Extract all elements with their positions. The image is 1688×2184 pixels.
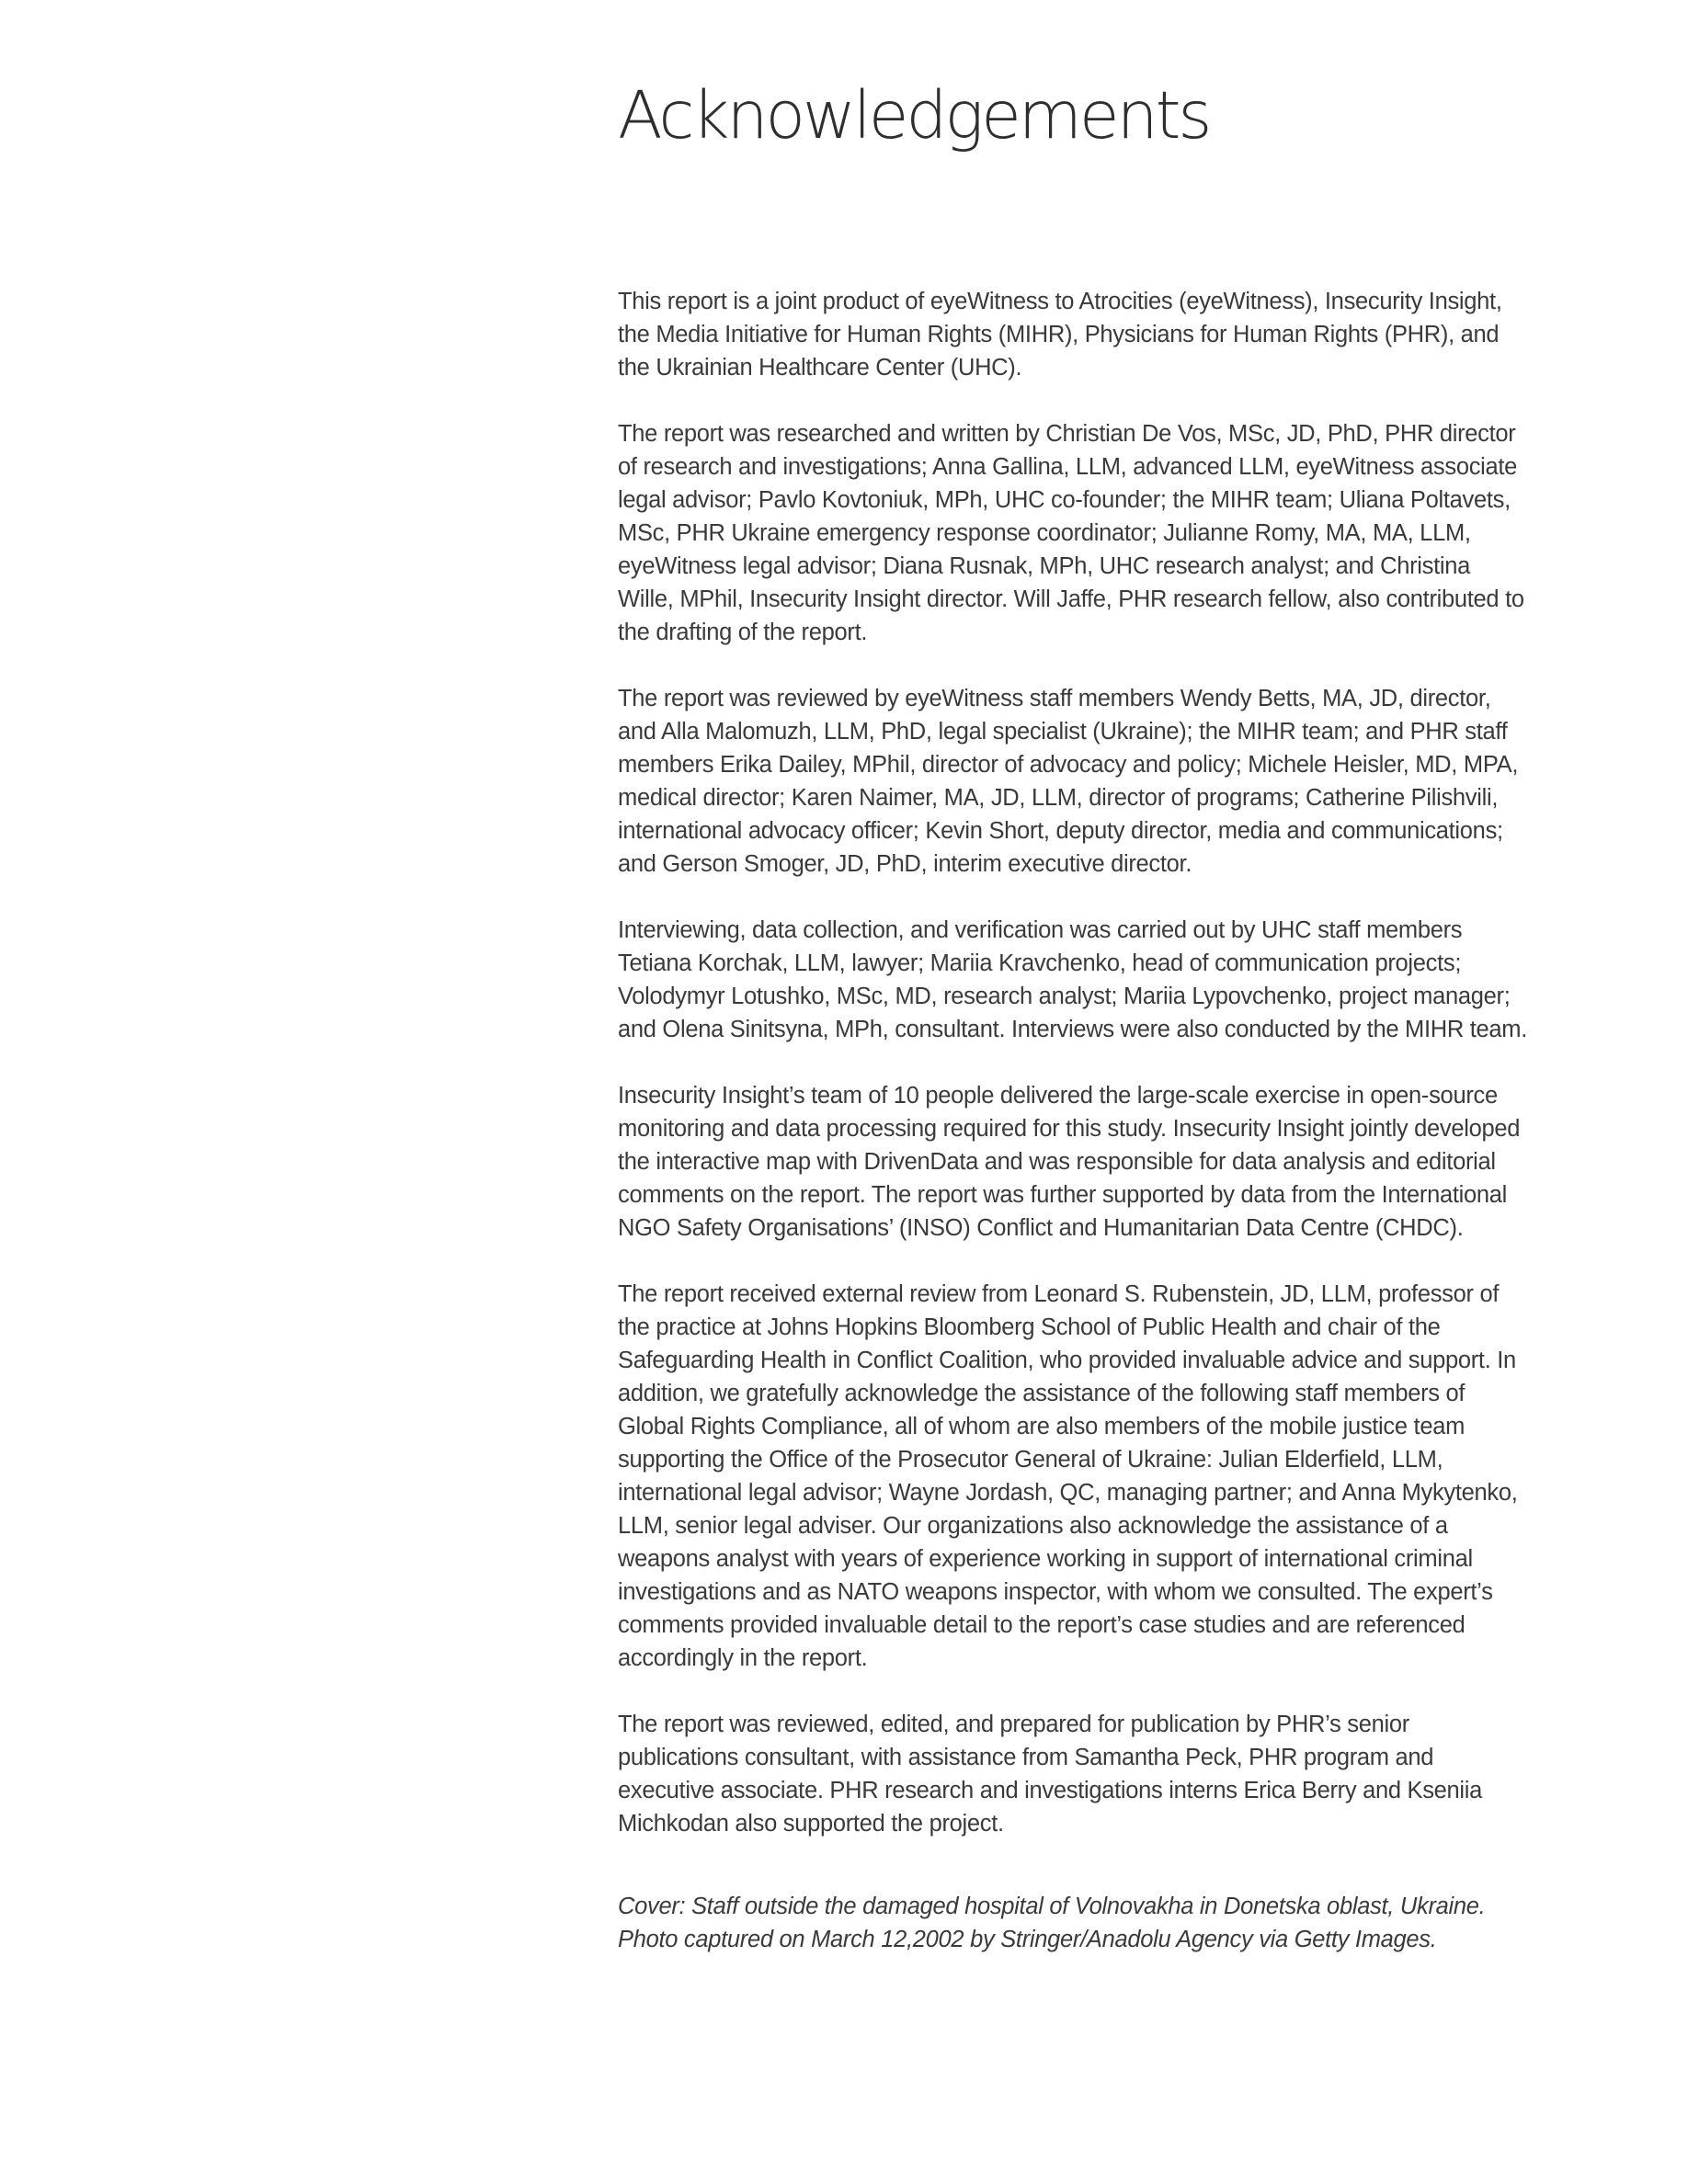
acknowledgements-body (618, 285, 1528, 1873)
paragraph-publication: The report was reviewed, edited, and prepared for publication by PHR’s senior publications consultant, with assistance from Samantha Peck, PHR program and executive associate. PHR research and investigations interns Erica Berry and Kseniia Michkodan also supported the project. (618, 1712, 1483, 1837)
paragraph-data-collection: Interviewing, data collection, and verification was carried out by UHC staff members Tetiana Korchak, LLM, lawyer; Mariia Kravchenko, head of communication projects; Volodymyr Lotushko, MSc, MD, research analyst; Mariia Lypovchenko, project manager; and Olena Sinitsyna, MPh, consultant. Interviews were also conducted by the MIHR team. (618, 917, 1528, 1042)
paragraph-authors: The report was researched and written by Christian De Vos, MSc, JD, PhD, PHR director of research and investigations; Anna Gallina, LLM, advanced LLM, eyeWitness associate legal advisor; Pavlo Kovtoniuk, MPh, UHC co-founder; the MIHR team; Uliana Poltavets, MSc, PHR Ukraine emergency response coordinator; Julianne Romy, MA, MA, LLM, eyeWitness legal advisor; Diana Rusnak, MPh, UHC research analyst; and Christina Wille, MPhil, Insecurity Insight director. Will Jaffe, PHR research fellow, also contributed to the drafting of the report. (618, 421, 1524, 645)
document-page (618, 0, 1537, 2184)
paragraph-reviewers: The report was reviewed by eyeWitness staff members Wendy Betts, MA, JD, director, and Alla Malomuzh, LLM, PhD, legal specialist (Ukraine); the MIHR team; and PHR staff members Erika Dailey, MPhil, director of advocacy and policy; Michele Heisler, MD, MPA, medical director; Karen Naimer, MA, JD, LLM, director of programs; Catherine Pilishvili, international advocacy officer; Kevin Short, deputy director, media and communications; and Gerson Smoger, JD, PhD, interim executive director. (618, 686, 1519, 877)
page-title: Acknowledgements (618, 77, 1210, 154)
paragraph-insecurity-insight: Insecurity Insight’s team of 10 people delivered the large-scale exercise in open-source monitoring and data processing required for this study. Insecurity Insight jointly developed the interactive map with DrivenData and was responsible for data analysis and editorial comments on the report. The report was further supported by data from the International NGO Safety Organisations’ (INSO) Conflict and Humanitarian Data Centre (CHDC). (618, 1083, 1521, 1241)
paragraph-external-review: The report received external review from Leonard S. Rubenstein, JD, LLM, professor of the practice at Johns Hopkins Bloomberg School of Public Health and chair of the Safeguarding Health in Conflict Coalition, who provided invaluable advice and support. In addition, we gratefully acknowledge the assistance of the following staff members of Global Rights Compliance, all of whom are also members of the mobile justice team supporting the Office of the Prosecutor General of Ukraine: Julian Elderfield, LLM, international legal advisor; Wayne Jordash, QC, managing partner; and Anna Mykytenko, LLM, senior legal adviser. Our organizations also acknowledge the assistance of a weapons analyst with years of experience working in support of international criminal investigations and as NATO weapons inspector, with whom we consulted. The expert’s comments provided invaluable detail to the report’s case studies and are referenced accordingly in the report. (618, 1281, 1518, 1671)
cover-photo-caption: Cover: Staff outside the damaged hospital of Volnovakha in Donetska oblast, Ukraine. Photo captured on March 12,2002 by Stringer/Anadolu Agency via Getty Images. (618, 1894, 1486, 1952)
paragraph-joint-product: This report is a joint product of eyeWitness to Atrocities (eyeWitness), Insecurity Insight, the Media Initiative for Human Rights (MIHR), Physicians for Human Rights (PHR), and the Ukrainian Healthcare Center (UHC). (618, 289, 1502, 381)
